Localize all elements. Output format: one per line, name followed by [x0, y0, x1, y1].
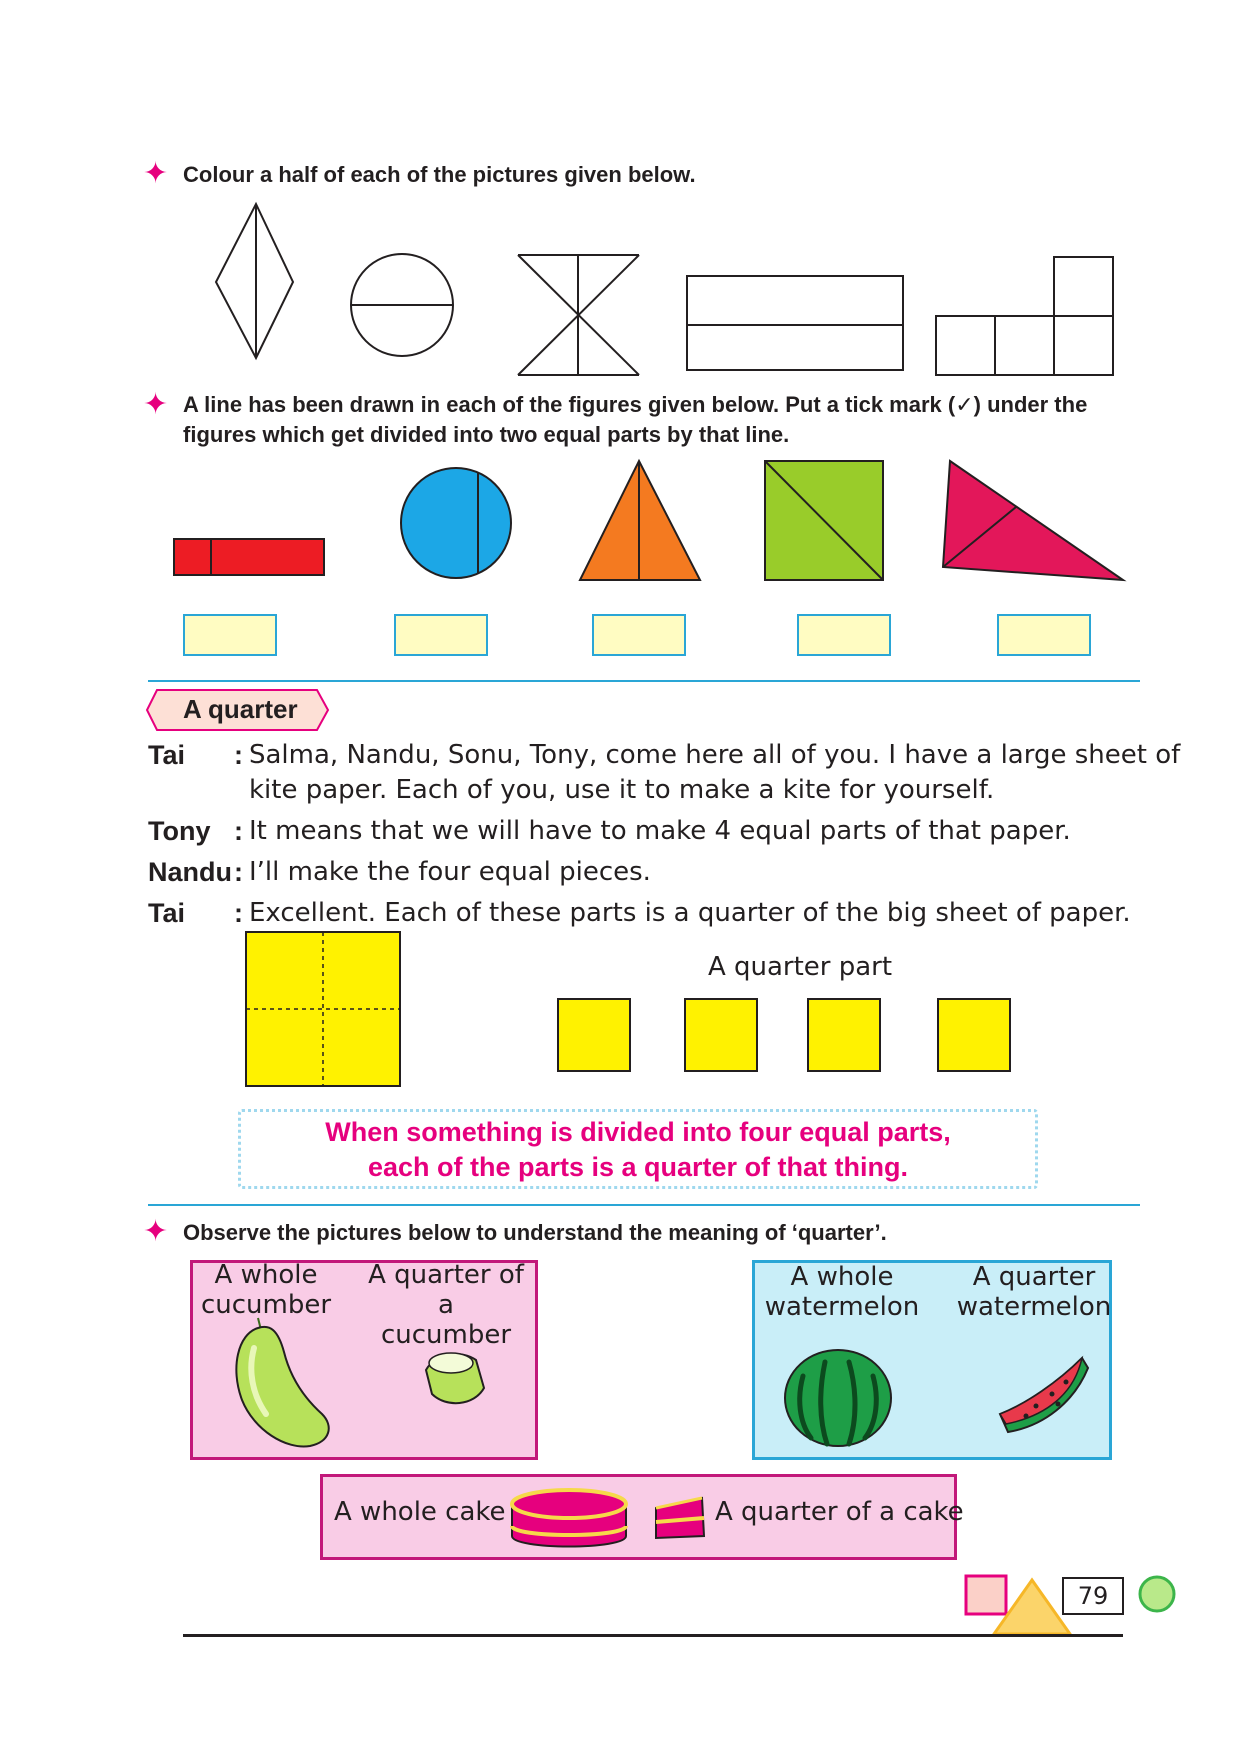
- whole-cake-label: A whole cake: [334, 1497, 506, 1527]
- whole-watermelon-line1: A whole: [790, 1262, 894, 1292]
- tick-answer-box[interactable]: [592, 614, 686, 656]
- speaker-colon: :: [234, 740, 243, 770]
- speaker-name: Nandu: [148, 857, 232, 887]
- tick-answer-box[interactable]: [394, 614, 488, 656]
- quarter-watermelon-icon: [996, 1354, 1092, 1434]
- tick-answer-box[interactable]: [183, 614, 277, 656]
- bullet-star-icon: ✦: [143, 1214, 169, 1249]
- quarter-watermelon-line2: watermelon: [956, 1292, 1112, 1322]
- instruction-tick-line2: figures which get divided into two equal parts by that line.: [183, 422, 790, 447]
- section-divider: [148, 680, 1140, 682]
- orange-triangle-figure: [580, 461, 700, 580]
- whole-watermelon-line2: watermelon: [764, 1292, 920, 1322]
- instruction-tick-line1: A line has been drawn in each of the figures given below. Put a tick mark (✓) under the: [183, 392, 1088, 417]
- quarter-cake-label: A quarter of a cake: [715, 1497, 964, 1527]
- speaker-name: Tai: [148, 740, 186, 770]
- red-rectangle-figure: [174, 539, 324, 575]
- tick-answer-box[interactable]: [797, 614, 891, 656]
- quarter-watermelon-label: [954, 1262, 1114, 1322]
- quarter-heading: A quarter: [183, 694, 298, 724]
- instruction-colour-half: Colour a half of each of the pictures given below.: [183, 162, 696, 187]
- speaker-name: Tai: [148, 898, 186, 928]
- definition-line1: When something is divided into four equal parts,: [325, 1117, 951, 1147]
- whole-cake-icon: [506, 1482, 632, 1554]
- dialogue-line: Excellent. Each of these parts is a quarter of the big sheet of paper.: [249, 898, 1131, 928]
- green-square-figure: [765, 461, 883, 580]
- speaker-colon: :: [234, 816, 243, 846]
- tick-answer-box[interactable]: [997, 614, 1091, 656]
- footer-rule: [183, 1634, 1123, 1637]
- bullet-star-icon: ✦: [143, 387, 169, 422]
- whole-cucumber-label: [196, 1260, 336, 1320]
- definition-line2: each of the parts is a quarter of that thing.: [367, 1152, 909, 1182]
- speaker-colon: :: [234, 898, 243, 928]
- divided-coloured-figures: [0, 0, 1241, 600]
- dialogue-line: I’ll make the four equal pieces.: [249, 857, 651, 887]
- page-number: 79: [1062, 1577, 1124, 1615]
- speaker-name: Tony: [148, 816, 211, 846]
- blue-circle-figure: [401, 468, 511, 578]
- section-divider: [148, 1204, 1140, 1206]
- whole-cucumber-icon: [230, 1318, 340, 1453]
- whole-cucumber-line2: cucumber: [200, 1290, 332, 1320]
- bullet-star-icon: ✦: [143, 156, 169, 191]
- pink-triangle-figure: [943, 461, 1123, 580]
- whole-watermelon-label: [762, 1262, 922, 1322]
- green-circle-icon: [1140, 1577, 1174, 1611]
- whole-paper-sheet: [245, 931, 401, 1087]
- definition-box: [238, 1109, 1038, 1189]
- quarter-part-label: A quarter part: [707, 952, 893, 982]
- quarter-piece: [807, 998, 881, 1072]
- pink-square-icon: [966, 1576, 1006, 1614]
- whole-watermelon-icon: [783, 1346, 893, 1448]
- instruction-observe: Observe the pictures below to understand the meaning of ‘quarter’.: [183, 1220, 887, 1245]
- speaker-colon: :: [234, 857, 243, 887]
- quarter-piece: [937, 998, 1011, 1072]
- quarter-piece: [557, 998, 631, 1072]
- quarter-cucumber-icon: [418, 1348, 488, 1410]
- whole-cucumber-line1: A whole: [214, 1260, 318, 1290]
- dialogue-line: kite paper. Each of you, use it to make a kite for yourself.: [249, 775, 995, 805]
- quarter-cucumber-line1: A quarter of a: [368, 1260, 524, 1320]
- dialogue-line: Salma, Nandu, Sonu, Tony, come here all of you. I have a large sheet of: [249, 740, 1181, 770]
- quarter-watermelon-line1: A quarter: [972, 1262, 1096, 1292]
- dialogue-line: It means that we will have to make 4 equal parts of that paper.: [249, 816, 1071, 846]
- quarter-cucumber-label: [356, 1260, 536, 1350]
- quarter-cucumber-line2: cucumber: [380, 1320, 512, 1350]
- quarter-piece: [684, 998, 758, 1072]
- quarter-cake-icon: [652, 1494, 708, 1542]
